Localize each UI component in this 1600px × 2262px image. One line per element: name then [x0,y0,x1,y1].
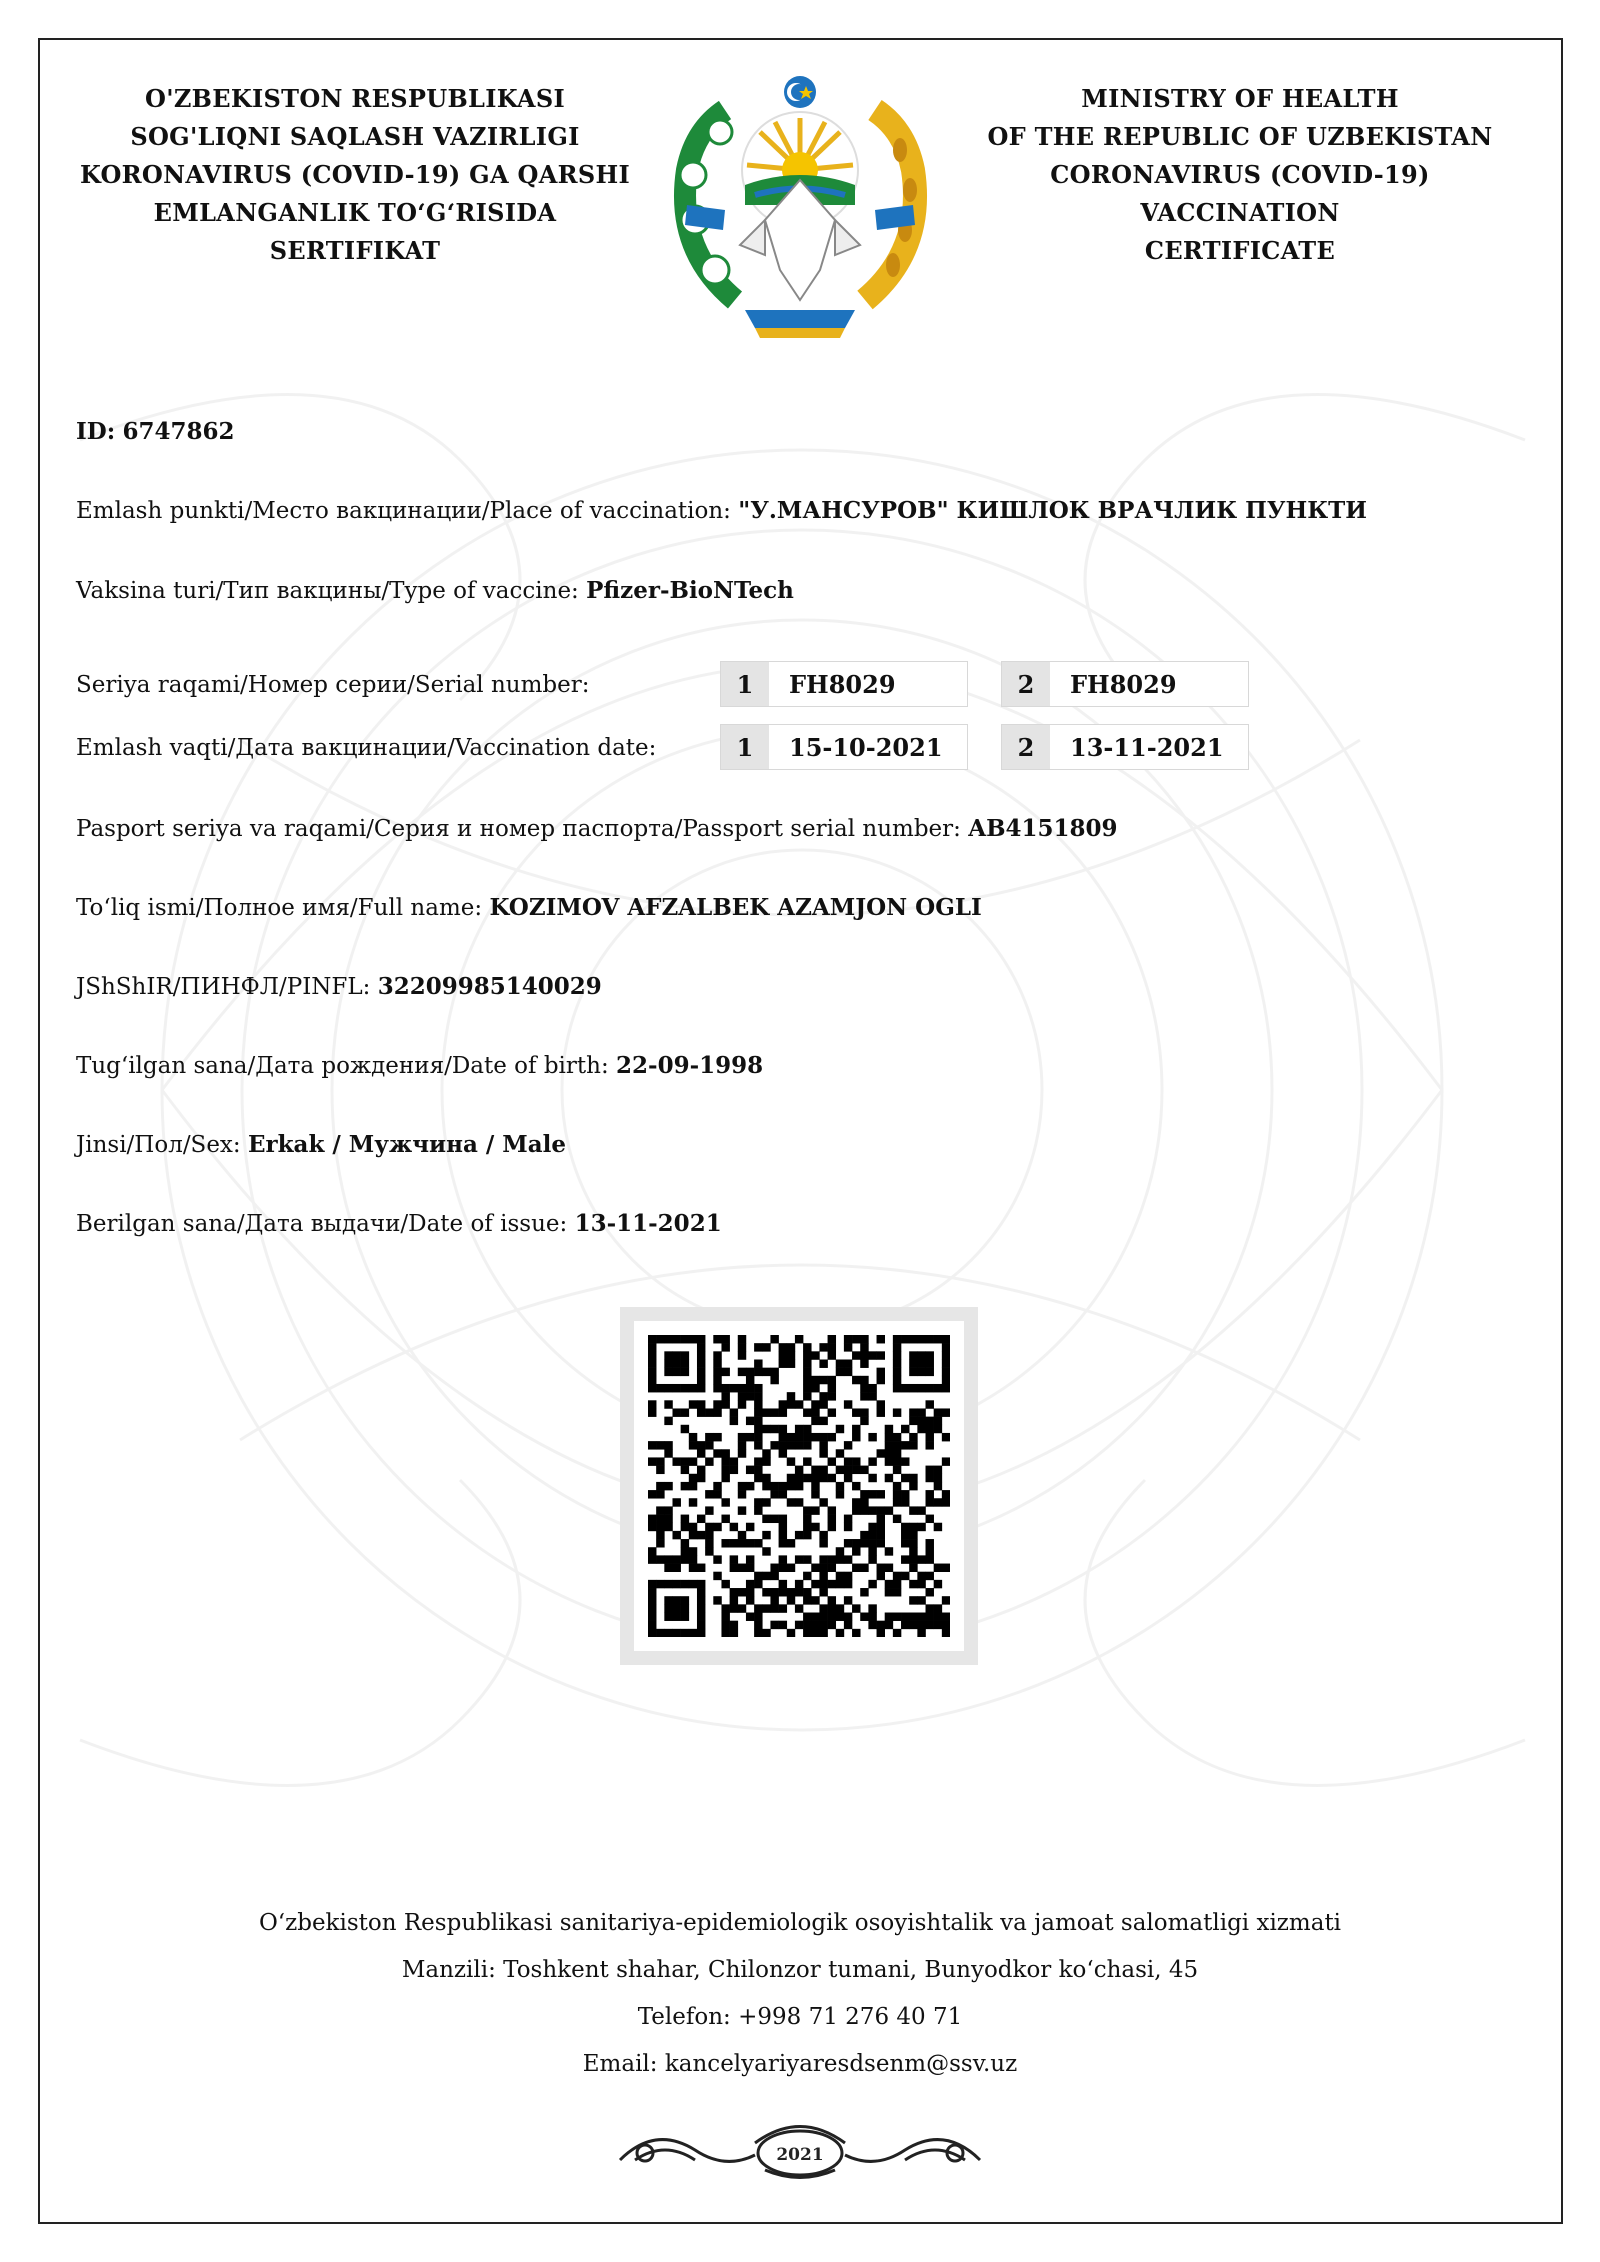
dose-number: 2 [1002,725,1050,769]
serial-value: FH8029 [1070,669,1177,699]
sex-value: Erkak / Мужчина / Male [247,1131,566,1158]
date-value: 13-11-2021 [1070,732,1224,762]
serial-value: FH8029 [789,669,896,699]
date-value: 15-10-2021 [789,732,943,762]
serial-number-label: Seriya raqami/Номер серии/Serial number: [76,672,590,698]
pinfl-label: JShShIR/ПИНФЛ/PINFL: [76,974,371,1000]
header-right-line: CORONAVIRUS (COVID-19) [1050,160,1430,189]
issue-label: Berilgan sana/Дата выдачи/Date of issue: [76,1211,568,1237]
pinfl-value: 32209985140029 [377,973,602,1000]
header-left-uzbek [75,80,635,270]
header-right-line: VACCINATION [1140,198,1340,227]
id-label: ID: [76,418,116,445]
header-left-line: SOG'LIQNI SAQLASH VAZIRLIGI [130,122,580,151]
sex-label: Jinsi/Пол/Sex: [76,1132,241,1158]
serial-box-dose-1 [720,661,968,707]
place-label: Emlash punkti/Место вакцинации/Place of vaccination: [76,498,731,524]
date-of-issue [76,1210,722,1237]
date-of-birth [76,1052,763,1079]
header-left-line: SERTIFIKAT [269,236,441,265]
passport-value: AB4151809 [968,815,1118,842]
pinfl [76,973,602,1000]
footer-org: O‘zbekiston Respublikasi sanitariya-epidemiologik osoyishtalik va jamoat salomatligi xizmati [258,1910,1342,1936]
issue-value: 13-11-2021 [574,1210,722,1237]
dob-label: Tug‘ilgan sana/Дата рождения/Date of birth: [76,1053,609,1079]
header-right-line: CERTIFICATE [1144,236,1336,265]
place-of-vaccination [76,497,1367,524]
name-label: To‘liq ismi/Полное имя/Full name: [76,895,483,921]
vaccine-type [76,577,794,604]
uzbekistan-coat-of-arms-icon [665,70,935,345]
footer-address: Manzili: Toshkent shahar, Chilonzor tumani, Bunyodkor ko‘chasi, 45 [401,1957,1199,1983]
passport-label: Pasport seriya va raqami/Серия и номер паспорта/Passport serial number: [76,816,961,842]
name-value: KOZIMOV AFZALBEK AZAMJON OGLI [489,894,982,921]
date-box-dose-2 [1001,724,1249,770]
footer-email: Email: kancelyariyaresdsenm@ssv.uz [582,2051,1018,2077]
certificate-id [76,418,235,445]
header-left-line: EMLANGANLIK TO‘G‘RISIDA [153,198,557,227]
ornament-year: 2021 [776,2145,824,2165]
footer-ornament-icon [615,2115,985,2185]
place-value: "У.МАНСУРОВ" КИШЛОК ВРАЧЛИК ПУНКТИ [738,497,1368,524]
dob-value: 22-09-1998 [616,1052,764,1079]
dose-number: 1 [721,725,769,769]
vaccination-date-label: Emlash vaqti/Дата вакцинации/Vaccination date: [76,735,657,761]
full-name [76,894,982,921]
vaccine-value: Pfizer-BioNTech [586,577,794,604]
header-right-line: OF THE REPUBLIC OF UZBEKISTAN [987,122,1493,151]
qr-code-icon [648,1335,950,1637]
passport-number [76,815,1118,842]
sex [76,1131,566,1158]
header-left-line: KORONAVIRUS (COVID-19) GA QARSHI [79,160,631,189]
date-box-dose-1 [720,724,968,770]
id-value: 6747862 [122,418,235,445]
dose-number: 2 [1002,662,1050,706]
serial-box-dose-2 [1001,661,1249,707]
qr-code [620,1307,978,1665]
footer-phone: Telefon: +998 71 276 40 71 [637,2004,963,2030]
header-left-line: O'ZBEKISTON RESPUBLIKASI [144,84,566,113]
header-right-line: MINISTRY OF HEALTH [1081,84,1399,113]
dose-number: 1 [721,662,769,706]
header-right-english [960,80,1520,270]
vaccine-label: Vaksina turi/Тип вакцины/Type of vaccine: [76,578,579,604]
